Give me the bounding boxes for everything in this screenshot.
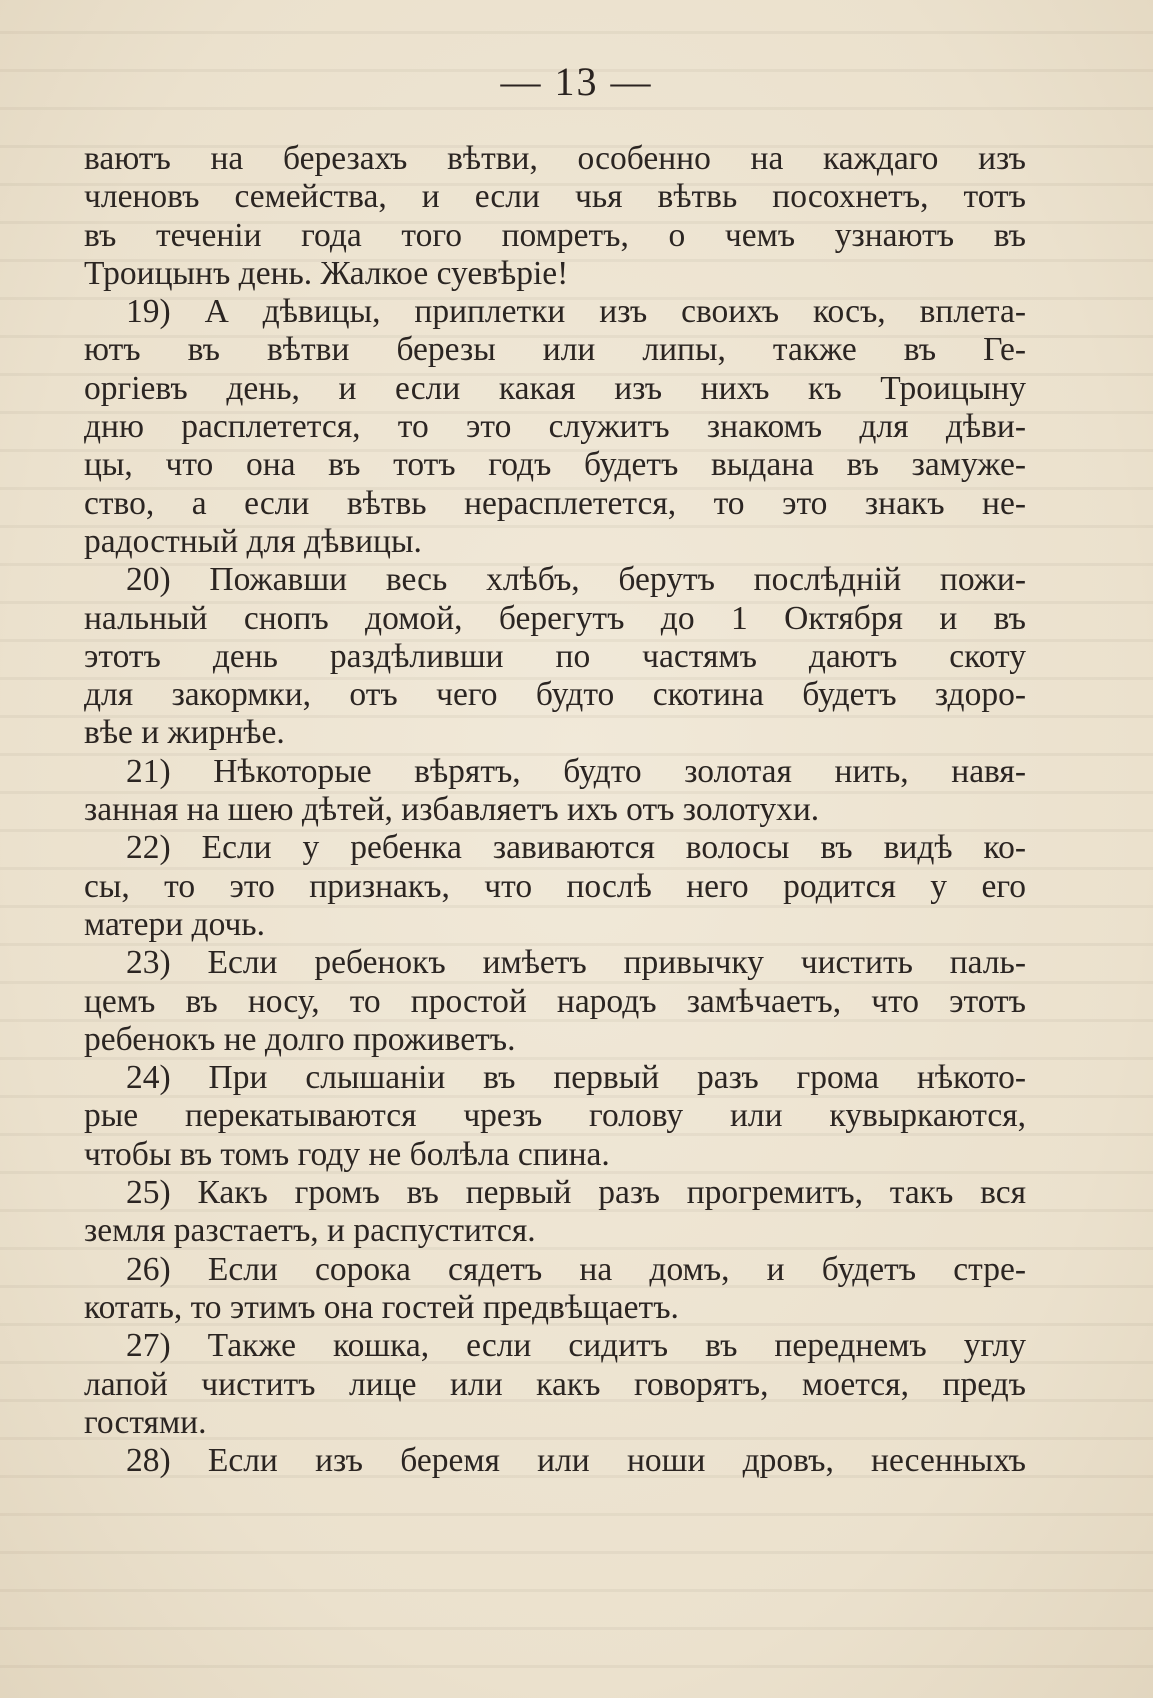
text-line: лапой чиститъ лице или какъ говорятъ, моется, предъ [84, 1365, 1026, 1403]
text-line: цемъ въ носу, то простой народъ замѣчаетъ, что этотъ [84, 982, 1026, 1020]
text-line: членовъ семейства, и если чья вѣтвь посохнетъ, тотъ [84, 178, 1026, 216]
text-line: ство, а если вѣтвь нерасплетется, то это знакъ не- [84, 484, 1026, 522]
text-line: чтобы въ томъ году не болѣла спина. [84, 1135, 610, 1173]
text-line: этотъ день раздѣливши по частямъ даютъ скоту [84, 637, 1026, 675]
text-line: ютъ въ вѣтви березы или липы, также въ Ге- [84, 331, 1026, 369]
text-line: радостный для дѣвицы. [84, 522, 422, 560]
text-line: занная на шею дѣтей, избавляетъ ихъ отъ золотухи. [84, 791, 820, 829]
text-line: матери дочь. [84, 905, 265, 943]
text-line: гостями. [84, 1403, 207, 1441]
body-text [84, 140, 1026, 1480]
text-line: вѣе и жирнѣе. [84, 714, 285, 752]
text-line: рые перекатываются чрезъ голову или кувыркаются, [84, 1097, 1026, 1135]
text-line: въ теченіи года того помретъ, о чемъ узнаютъ въ [84, 216, 1026, 254]
text-line: нальный снопъ домой, берегутъ до 1 Октября и въ [84, 599, 1026, 637]
paragraph-start-20: 20) Пожавши весь хлѣбъ, берутъ послѣдній пожи- [126, 561, 1026, 599]
text-line: для закормки, отъ чего будто скотина будетъ здоро- [84, 676, 1026, 714]
text-line: Троицынъ день. Жалкое суевѣріе! [84, 254, 569, 292]
text-line: земля разстаетъ, и распустится. [84, 1212, 536, 1250]
text-line: ребенокъ не долго проживетъ. [84, 1020, 516, 1058]
paragraph-start-23: 23) Если ребенокъ имѣетъ привычку чистить паль- [126, 944, 1026, 982]
text-line: оргіевъ день, и если какая изъ нихъ къ Троицыну [84, 369, 1026, 407]
paragraph-start-22: 22) Если у ребенка завиваются волосы въ видѣ ко- [126, 829, 1026, 867]
text-line: котать, то этимъ она гостей предвѣщаетъ. [84, 1288, 679, 1326]
paragraph-start-26: 26) Если сорока сядетъ на домъ, и будетъ стре- [126, 1250, 1026, 1288]
page-number: — 13 — [500, 59, 653, 104]
paragraph-start-27: 27) Также кошка, если сидитъ въ переднемъ углу [126, 1327, 1026, 1365]
paragraph-start-24: 24) При слышаніи въ первый разъ грома нѣкото- [126, 1059, 1026, 1097]
text-line: дню расплетется, то это служитъ знакомъ для дѣви- [84, 408, 1026, 446]
text-line: сы, то это признакъ, что послѣ него родится у его [84, 867, 1026, 905]
paragraph-start-28: 28) Если изъ беремя или ноши дровъ, несенныхъ [126, 1442, 1026, 1480]
paragraph-start-21: 21) Нѣкоторые вѣрятъ, будто золотая нить, навя- [126, 752, 1026, 790]
text-line: ваютъ на березахъ вѣтви, особенно на каждаго изъ [84, 140, 1026, 177]
text-line: цы, что она въ тотъ годъ будетъ выдана въ замуже- [84, 446, 1026, 484]
paragraph-start-19: 19) А дѣвицы, приплетки изъ своихъ косъ, вплета- [126, 293, 1026, 331]
paragraph-start-25: 25) Какъ громъ въ первый разъ прогремитъ, такъ вся [126, 1174, 1026, 1212]
